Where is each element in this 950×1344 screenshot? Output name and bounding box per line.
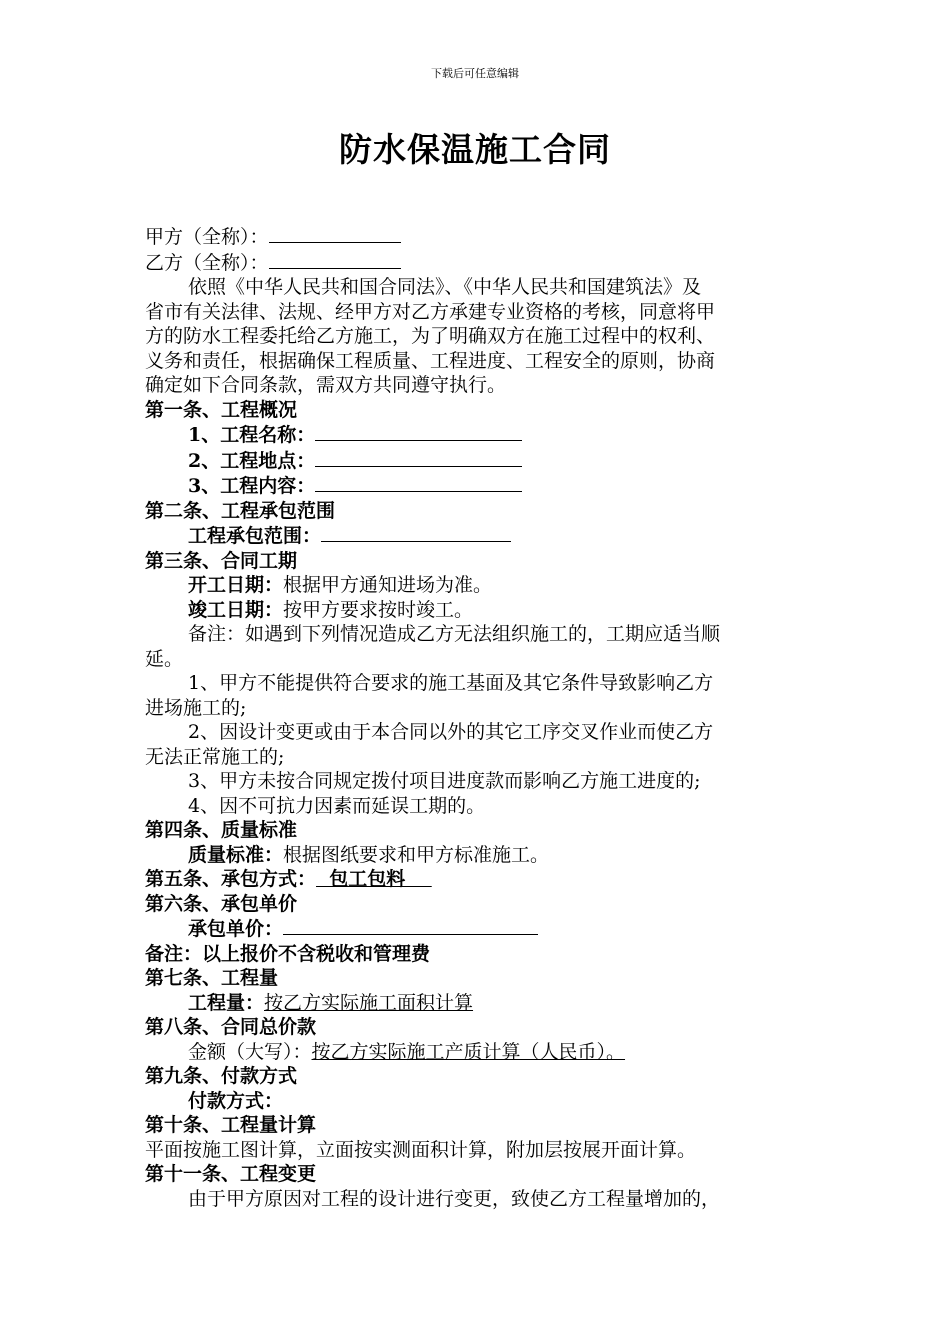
payment-method-label: 付款方式： bbox=[188, 1089, 284, 1112]
project-content-blank[interactable] bbox=[315, 473, 522, 492]
party-a-label: 甲方（全称）： bbox=[145, 226, 269, 248]
intro-line-5: 确定如下合同条款，需双方共同遵守执行。 bbox=[145, 374, 507, 396]
delay-case-2-line-2: 无法正常施工的; bbox=[145, 745, 285, 768]
start-date-value: 根据甲方通知进场为准。 bbox=[283, 574, 493, 596]
quantity-line bbox=[145, 991, 817, 1016]
amount-label: 金额（大写）： bbox=[188, 1040, 312, 1063]
article-3-heading: 第三条、合同工期 bbox=[145, 549, 298, 572]
article-11-heading: 第十一条、工程变更 bbox=[145, 1163, 317, 1185]
delay-case-1-line-2: 进场施工的; bbox=[145, 696, 247, 719]
article-9-heading: 第九条、付款方式 bbox=[145, 1065, 298, 1087]
start-date-label: 开工日期： bbox=[188, 574, 284, 596]
unit-price-line bbox=[145, 916, 817, 942]
unit-price-blank[interactable] bbox=[283, 916, 538, 935]
project-location-blank[interactable] bbox=[315, 448, 522, 467]
quantity-label: 工程量： bbox=[188, 991, 265, 1014]
quality-label: 质量标准： bbox=[188, 843, 284, 866]
party-a-blank[interactable] bbox=[269, 224, 401, 243]
intro-line-1: 依照《中华人民共和国合同法》、《中华人民共和国建筑法》及 bbox=[188, 276, 702, 298]
contract-body bbox=[145, 224, 817, 1211]
amount-value: 按乙方实际施工产质计算（人民币）。 bbox=[311, 1040, 626, 1063]
unit-price-label: 承包单价： bbox=[188, 918, 284, 940]
article-6-heading: 第六条、承包单价 bbox=[145, 892, 298, 915]
contract-mode-value: 包工包料 bbox=[316, 868, 432, 890]
delay-case-3: 3、甲方未按合同规定拨付项目进度款而影响乙方施工进度的; bbox=[188, 770, 701, 792]
article-8-heading: 第八条、合同总价款 bbox=[145, 1016, 317, 1038]
page-header: 下载后可任意编辑 bbox=[431, 67, 519, 80]
end-date-label: 竣工日期： bbox=[188, 598, 284, 621]
article-5-line bbox=[145, 867, 817, 892]
document-title: 防水保温施工合同 bbox=[339, 130, 611, 169]
start-date-line bbox=[145, 573, 817, 598]
article-7-heading: 第七条、工程量 bbox=[145, 967, 279, 989]
quantity-value: 按乙方实际施工面积计算 bbox=[264, 991, 474, 1014]
quantity-calculation-text: 平面按施工图计算，立面按实测面积计算，附加层按展开面计算。 bbox=[145, 1138, 697, 1161]
intro-line-3: 方的防水工程委托给乙方施工，为了明确双方在施工过程中的权利、 bbox=[145, 325, 716, 347]
project-name-label: 1、工程名称： bbox=[188, 424, 316, 446]
intro-line-2: 省市有关法律、法规、经甲方对乙方承建专业资格的考核，同意将甲 bbox=[145, 300, 716, 323]
article-4-heading: 第四条、质量标准 bbox=[145, 819, 298, 841]
article-5-heading: 第五条、承包方式： bbox=[145, 868, 317, 890]
amount-line bbox=[145, 1040, 817, 1065]
party-a-line bbox=[145, 224, 817, 250]
delay-case-4: 4、因不可抗力因素而延误工期的。 bbox=[188, 794, 486, 817]
end-date-line bbox=[145, 598, 817, 623]
scope-label: 工程承包范围： bbox=[188, 525, 322, 547]
party-b-line bbox=[145, 250, 817, 276]
project-name-line bbox=[145, 422, 817, 448]
delay-case-2-line-1: 2、因设计变更或由于本合同以外的其它工序交叉作业而使乙方 bbox=[188, 721, 714, 743]
project-content-label: 3、工程内容： bbox=[188, 475, 316, 497]
delay-case-1-line-1: 1、甲方不能提供符合要求的施工基面及其它条件导致影响乙方 bbox=[188, 672, 714, 694]
article-2-heading: 第二条、工程承包范围 bbox=[145, 499, 336, 522]
party-b-blank[interactable] bbox=[269, 250, 401, 269]
party-b-label: 乙方（全称）： bbox=[145, 251, 269, 274]
project-location-label: 2、工程地点： bbox=[188, 449, 316, 472]
article-1-heading: 第一条、工程概况 bbox=[145, 398, 298, 421]
change-text: 由于甲方原因对工程的设计进行变更，致使乙方工程量增加的， bbox=[188, 1187, 721, 1210]
delay-note-line-1: 备注：如遇到下列情况造成乙方无法组织施工的，工期应适当顺 bbox=[188, 623, 721, 645]
delay-note-line-2: 延。 bbox=[145, 647, 184, 670]
scope-blank[interactable] bbox=[321, 523, 511, 542]
tax-note: 备注：以上报价不含税收和管理费 bbox=[145, 942, 431, 965]
project-name-blank[interactable] bbox=[315, 422, 522, 441]
quality-line bbox=[145, 843, 817, 868]
project-content-line bbox=[145, 473, 817, 499]
project-location-line bbox=[145, 448, 817, 474]
quality-value: 根据图纸要求和甲方标准施工。 bbox=[283, 843, 550, 866]
intro-line-4: 义务和责任，根据确保工程质量、工程进度、工程安全的原则，协商 bbox=[145, 349, 716, 372]
scope-line bbox=[145, 523, 817, 549]
article-10-heading: 第十条、工程量计算 bbox=[145, 1114, 317, 1136]
end-date-value: 按甲方要求按时竣工。 bbox=[283, 598, 474, 621]
